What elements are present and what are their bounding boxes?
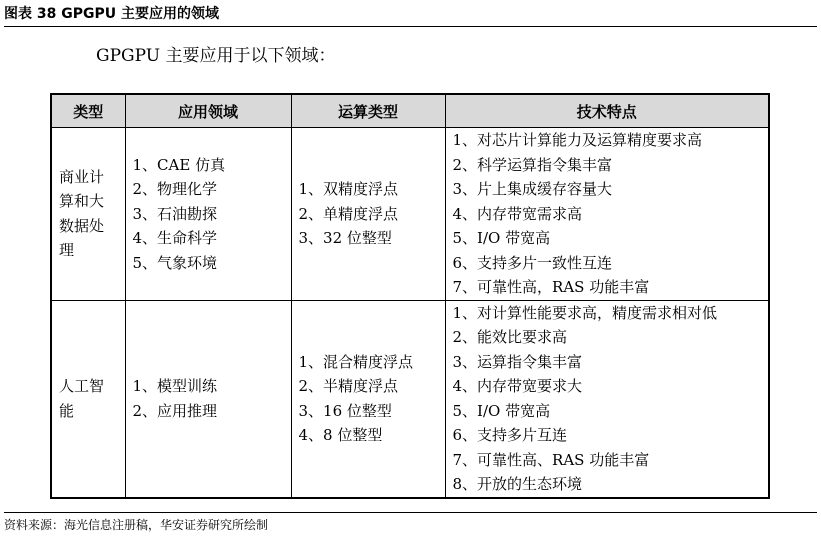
table-row <box>51 128 769 301</box>
gpgpu-application-table <box>50 93 770 499</box>
list-item: 1、对芯片计算能力及运算精度要求高 <box>452 131 703 149</box>
type-line: 能 <box>59 401 75 420</box>
list-item: 1、双精度浮点 <box>298 180 399 198</box>
source-note: 资料来源：海光信息注册稿，华安证券研究所绘制 <box>4 512 817 536</box>
list-item: 2、半精度浮点 <box>298 377 399 395</box>
header-operation-type: 运算类型 <box>291 94 445 128</box>
type-line: 算和大 <box>59 192 105 211</box>
list-item: 3、16 位整型 <box>298 401 392 420</box>
type-cell <box>51 300 125 498</box>
list-item: 2、应用推理 <box>132 401 218 420</box>
list-item: 5、I/O 带宽高 <box>452 229 551 247</box>
table-row <box>51 300 769 498</box>
list-item: 3、片上集成缓存容量大 <box>452 180 613 198</box>
table-header-row <box>51 94 769 128</box>
operation-type-cell <box>291 300 445 498</box>
list-item: 2、能效比要求高 <box>452 328 568 346</box>
list-item: 8、开放的生态环境 <box>452 475 583 493</box>
list-item: 4、生命科学 <box>132 229 218 247</box>
header-type: 类型 <box>51 94 125 128</box>
list-item: 1、模型训练 <box>132 377 218 395</box>
list-item: 3、32 位整型 <box>298 229 392 247</box>
type-line: 理 <box>59 241 75 260</box>
list-item: 7、可靠性高、RAS 功能丰富 <box>452 450 650 469</box>
list-item: 5、气象环境 <box>132 253 218 272</box>
list-item: 2、单精度浮点 <box>298 204 399 223</box>
type-cell <box>51 128 125 301</box>
technical-features-cell <box>445 300 769 498</box>
list-item: 1、CAE 仿真 <box>132 155 226 174</box>
list-item: 4、内存带宽要求大 <box>452 377 583 395</box>
list-item: 4、内存带宽需求高 <box>452 204 583 223</box>
figure-title: 图表 38 GPGPU 主要应用的领域 <box>4 3 817 27</box>
application-field-cell <box>125 128 291 301</box>
list-item: 4、8 位整型 <box>298 426 383 444</box>
application-field-cell <box>125 300 291 498</box>
list-item: 6、支持多片互连 <box>452 426 568 444</box>
list-item: 1、混合精度浮点 <box>298 352 414 371</box>
list-item: 5、I/O 带宽高 <box>452 401 551 420</box>
list-item: 1、对计算性能要求高，精度需求相对低 <box>452 303 718 322</box>
type-line: 人工智 <box>59 377 105 395</box>
type-line: 商业计 <box>59 167 105 186</box>
list-item: 7、可靠性高，RAS 功能丰富 <box>452 278 650 296</box>
intro-text: GPGPU 主要应用于以下领域： <box>96 46 336 66</box>
list-item: 2、科学运算指令集丰富 <box>452 155 613 174</box>
list-item: 2、物理化学 <box>132 180 218 198</box>
type-line: 数据处 <box>59 216 105 235</box>
header-technical-features: 技术特点 <box>445 94 769 128</box>
header-application-field: 应用领域 <box>125 94 291 128</box>
operation-type-cell <box>291 128 445 301</box>
list-item: 6、支持多片一致性互连 <box>452 253 613 272</box>
list-item: 3、石油勘探 <box>132 204 218 223</box>
list-item: 3、运算指令集丰富 <box>452 352 583 371</box>
technical-features-cell <box>445 128 769 301</box>
